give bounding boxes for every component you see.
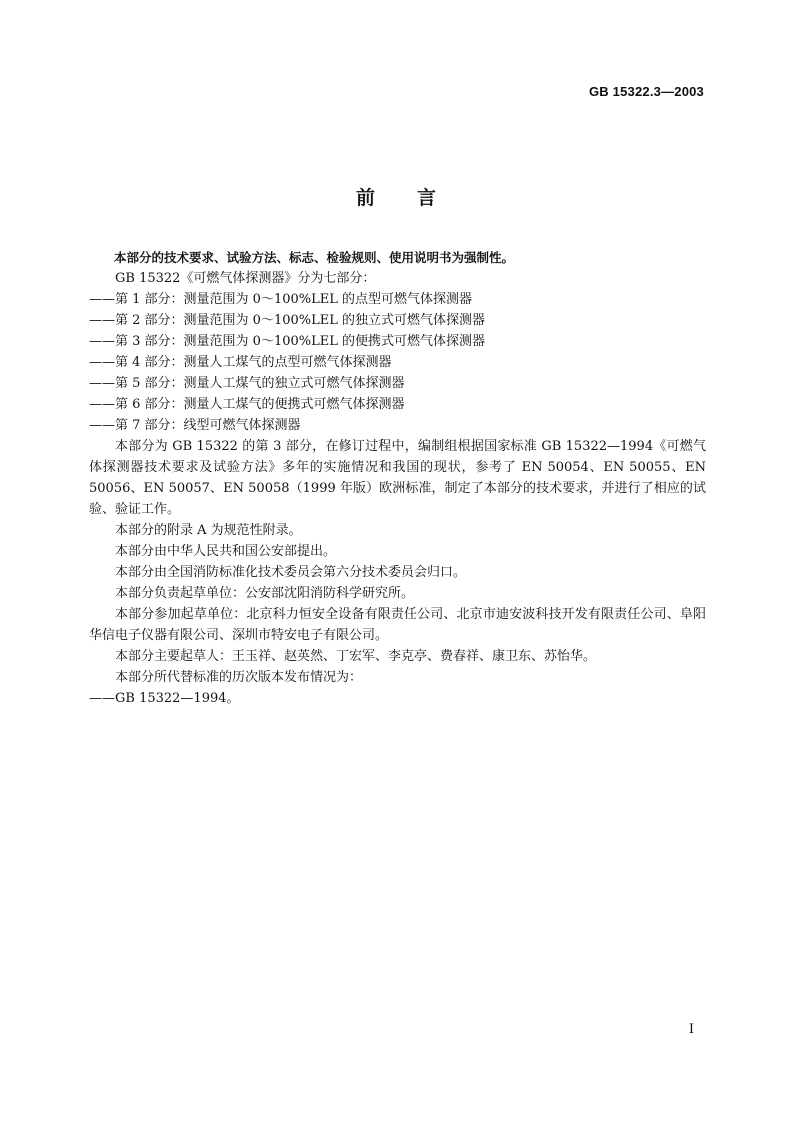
- page-title: [0, 183, 794, 210]
- drafters-paragraph: 本部分主要起草人：王玉祥、赵英然、丁宏军、李克亭、费春祥、康卫东、苏怡华。: [115, 649, 597, 664]
- title-char-right: 言: [417, 187, 439, 209]
- parts-intro: GB 15322《可燃气体探测器》分为七部分：: [115, 271, 376, 286]
- part-item: ——第 5 部分：测量人工煤气的独立式可燃气体探测器: [89, 376, 405, 391]
- foreword-body: [89, 247, 706, 709]
- part-item: ——第 3 部分：测量范围为 0～100%LEL 的便携式可燃气体探测器: [89, 334, 485, 349]
- part-item: ——第 7 部分：线型可燃气体探测器: [89, 418, 301, 433]
- title-char-left: 前: [355, 187, 377, 209]
- mandatory-statement: 本部分的技术要求、试验方法、标志、检验规则、使用说明书为强制性。: [114, 250, 515, 265]
- standard-code-header: GB 15322.3—2003: [588, 84, 704, 99]
- part-item: ——第 4 部分：测量人工煤气的点型可燃气体探测器: [89, 355, 392, 370]
- part-item: ——第 2 部分：测量范围为 0～100%LEL 的独立式可燃气体探测器: [89, 313, 485, 328]
- drafting-unit-paragraph: 本部分负责起草单位：公安部沈阳消防科学研究所。: [115, 586, 415, 601]
- committee-paragraph: 本部分由全国消防标准化技术委员会第六分技术委员会归口。: [115, 565, 467, 580]
- proposer-paragraph: 本部分由中华人民共和国公安部提出。: [115, 544, 337, 559]
- history-intro: 本部分所代替标准的历次版本发布情况为：: [115, 670, 363, 685]
- participating-units-paragraph: 本部分参加起草单位：北京科力恒安全设备有限责任公司、北京市迪安波科技开发有限责任公司、阜阳华信电子仪器有限公司、深圳市特安电子有限公司。: [89, 607, 706, 643]
- appendix-paragraph: 本部分的附录 A 为规范性附录。: [115, 523, 302, 538]
- part-item: ——第 6 部分：测量人工煤气的便携式可燃气体探测器: [89, 397, 405, 412]
- part-item: ——第 1 部分：测量范围为 0～100%LEL 的点型可燃气体探测器: [89, 292, 472, 307]
- revision-paragraph: 本部分为 GB 15322 的第 3 部分，在修订过程中，编制组根据国家标准 GB 15322—1994《可燃气体探测器技术要求及试验方法》多年的实施情况和我国的现状，参考了 EN 50054、EN 50055、EN 50056、EN 50057、EN 50058（1999 年版）欧洲标准，制定了本部分的技术要求，并进行了相应的试验、验证工作。: [89, 439, 706, 517]
- page-number: I: [688, 1022, 694, 1037]
- previous-edition-item: ——GB 15322—1994。: [89, 691, 240, 706]
